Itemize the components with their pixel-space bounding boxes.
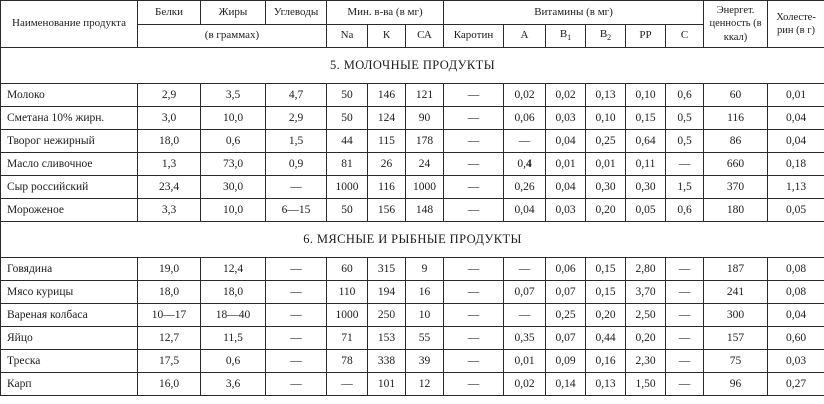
table-header [1,1,824,48]
value-cell: 17,5 [138,350,201,373]
value-cell: 370 [704,176,768,199]
value-cell: 110 [327,281,368,304]
value-cell: 0,04 [546,130,586,153]
col-header-vitamins-group: Витамины (в мг) [444,1,704,25]
value-cell: 241 [704,281,768,304]
col-header-na: Na [327,25,368,48]
value-cell: 0,25 [546,304,586,327]
product-name-cell: Сметана 10% жирн. [1,107,138,130]
table-row [1,281,824,304]
value-cell: 0,64 [626,130,666,153]
value-cell: 0,5 [666,130,704,153]
value-cell: 10—17 [138,304,201,327]
value-cell: — [444,350,504,373]
value-cell: — [444,199,504,222]
value-cell: 0,13 [586,373,626,396]
value-cell: 3,6 [201,373,266,396]
col-header-carotene: Каротин [444,25,504,48]
value-cell: 101 [368,373,406,396]
value-cell: 10 [406,304,444,327]
section-title: 5. МОЛОЧНЫЕ ПРОДУКТЫ [1,48,824,84]
value-cell: 0,35 [504,327,546,350]
value-cell: 1,5 [666,176,704,199]
value-cell: 1,3 [138,153,201,176]
table-row [1,327,824,350]
product-name-cell: Масло сливочное [1,153,138,176]
value-cell: — [266,176,327,199]
value-cell: 0,05 [626,199,666,222]
value-cell: 0,20 [626,327,666,350]
value-cell: 0,30 [626,176,666,199]
value-cell: 180 [704,199,768,222]
value-cell: 0,07 [546,327,586,350]
value-cell: 96 [704,373,768,396]
value-cell: 2,30 [626,350,666,373]
value-cell: 0,02 [546,84,586,107]
col-header-cholesterol: Холесте-рин (в г) [768,1,824,48]
value-cell: 24 [406,153,444,176]
value-cell: 18—40 [201,304,266,327]
value-cell: 0,15 [626,107,666,130]
value-cell: 338 [368,350,406,373]
value-cell: 55 [406,327,444,350]
value-cell: 26 [368,153,406,176]
product-name-cell: Мороженое [1,199,138,222]
value-cell: 23,4 [138,176,201,199]
value-cell: 0,03 [768,350,824,373]
value-cell: 71 [327,327,368,350]
value-cell: 3,3 [138,199,201,222]
value-cell: 10,0 [201,107,266,130]
value-cell: 2,9 [138,84,201,107]
value-cell: 0,6 [201,350,266,373]
value-cell: 0,04 [768,107,824,130]
value-cell: 50 [327,107,368,130]
product-name-cell: Мясо курицы [1,281,138,304]
value-cell: 1,5 [266,130,327,153]
value-cell: 0,30 [586,176,626,199]
product-name-cell: Яйцо [1,327,138,350]
value-cell: 0,07 [504,281,546,304]
value-cell: 148 [406,199,444,222]
col-header-protein: Белки [138,1,201,25]
table-row [1,84,824,107]
value-cell: 0,5 [666,107,704,130]
value-cell: 86 [704,130,768,153]
value-cell: 116 [704,107,768,130]
value-cell: — [266,304,327,327]
value-cell: 0,08 [768,258,824,281]
value-cell: 1000 [406,176,444,199]
section-row [1,222,824,258]
value-cell: — [327,373,368,396]
col-header-vitamin-a: А [504,25,546,48]
value-cell: 0,01 [768,84,824,107]
value-cell: 0,04 [768,130,824,153]
value-cell: 115 [368,130,406,153]
value-cell: 157 [704,327,768,350]
value-cell: 0,10 [586,107,626,130]
value-cell: 0,06 [546,258,586,281]
value-cell: — [444,84,504,107]
value-cell: 178 [406,130,444,153]
col-header-product: Наименование продукта [1,1,138,48]
value-cell: 60 [327,258,368,281]
product-name-cell: Говядина [1,258,138,281]
col-header-vitamin-b2: $В_2$ [586,25,626,48]
value-cell: 0,60 [768,327,824,350]
value-cell: 0,9 [266,153,327,176]
value-cell: 3,0 [138,107,201,130]
value-cell: 60 [704,84,768,107]
table-row [1,153,824,176]
value-cell: 0,01 [546,153,586,176]
value-cell: 4,7 [266,84,327,107]
value-cell: 194 [368,281,406,304]
value-cell: 1,50 [626,373,666,396]
value-cell: 0,05 [768,199,824,222]
value-cell: 0,04 [504,199,546,222]
value-cell: 0,04 [546,176,586,199]
value-cell: 0,14 [546,373,586,396]
table-row [1,130,824,153]
value-cell: 12,7 [138,327,201,350]
value-cell: — [666,281,704,304]
table-row [1,304,824,327]
value-cell: 250 [368,304,406,327]
value-cell: 44 [327,130,368,153]
value-cell: 0,16 [586,350,626,373]
value-cell: — [444,327,504,350]
value-cell: 16,0 [138,373,201,396]
col-header-vitamin-b1: $В_1$ [546,25,586,48]
col-header-fat: Жиры [201,1,266,25]
value-cell: — [444,304,504,327]
value-cell: — [504,130,546,153]
table-row [1,199,824,222]
value-cell: 0,03 [546,107,586,130]
value-cell: 0,18 [768,153,824,176]
value-cell: 0,04 [768,304,824,327]
section-row [1,48,824,84]
col-header-minerals-group: Мин. в-ва (в мг) [327,1,444,25]
value-cell: 116 [368,176,406,199]
col-header-vitamin-c: С [666,25,704,48]
product-name-cell: Творог нежирный [1,130,138,153]
product-name-cell: Треска [1,350,138,373]
table-row [1,373,824,396]
col-header-ca: СА [406,25,444,48]
value-cell: 0,20 [586,304,626,327]
value-cell: 0,11 [626,153,666,176]
value-cell: 9 [406,258,444,281]
value-cell: 75 [704,350,768,373]
value-cell: — [266,350,327,373]
value-cell: 0,01 [586,153,626,176]
value-cell: 121 [406,84,444,107]
product-name-cell: Молоко [1,84,138,107]
value-cell: 73,0 [201,153,266,176]
value-cell: 2,80 [626,258,666,281]
table-row [1,176,824,199]
value-cell: 0,44 [586,327,626,350]
value-cell: 0,01 [504,350,546,373]
section-title: 6. МЯСНЫЕ И РЫБНЫЕ ПРОДУКТЫ [1,222,824,258]
value-cell: — [444,281,504,304]
value-cell: 12 [406,373,444,396]
product-name-cell: Карп [1,373,138,396]
value-cell: — [266,373,327,396]
value-cell: — [266,327,327,350]
value-cell: 0,08 [768,281,824,304]
value-cell: 3,5 [201,84,266,107]
value-cell: 156 [368,199,406,222]
value-cell: 0,07 [546,281,586,304]
value-cell: — [666,327,704,350]
value-cell: 0,02 [504,84,546,107]
value-cell: 660 [704,153,768,176]
col-header-carbs: Углеводы [266,1,327,25]
value-cell: — [666,153,704,176]
value-cell: 18,0 [138,130,201,153]
value-cell: 3,70 [626,281,666,304]
col-header-k: К [368,25,406,48]
value-cell: 187 [704,258,768,281]
value-cell: — [504,304,546,327]
value-cell: — [666,258,704,281]
value-cell: — [444,373,504,396]
value-cell: 10,0 [201,199,266,222]
value-cell: 1,13 [768,176,824,199]
value-cell: 0,4 [504,153,546,176]
value-cell: 0,03 [546,199,586,222]
table-row [1,350,824,373]
value-cell: 0,09 [546,350,586,373]
value-cell: 18,0 [138,281,201,304]
value-cell: 0,15 [586,281,626,304]
value-cell: 39 [406,350,444,373]
value-cell: 30,0 [201,176,266,199]
value-cell: 0,06 [504,107,546,130]
col-header-energy: Энергет. ценность (в ккал) [704,1,768,48]
value-cell: — [444,176,504,199]
value-cell: 16 [406,281,444,304]
value-cell: 90 [406,107,444,130]
value-cell: 81 [327,153,368,176]
value-cell: 11,5 [201,327,266,350]
table-body [1,48,824,396]
value-cell: 124 [368,107,406,130]
value-cell: 6—15 [266,199,327,222]
value-cell: 300 [704,304,768,327]
value-cell: — [666,304,704,327]
product-name-cell: Вареная колбаса [1,304,138,327]
value-cell: 2,50 [626,304,666,327]
value-cell: 0,26 [504,176,546,199]
value-cell: 0,6 [666,199,704,222]
value-cell: 19,0 [138,258,201,281]
value-cell: — [504,258,546,281]
col-header-vitamin-pp: РР [626,25,666,48]
value-cell: 0,15 [586,258,626,281]
value-cell: 0,20 [586,199,626,222]
value-cell: 0,02 [504,373,546,396]
value-cell: 1000 [327,176,368,199]
value-cell: — [266,258,327,281]
table-row [1,107,824,130]
value-cell: — [444,153,504,176]
table-row [1,258,824,281]
col-header-grams-note: (в граммах) [138,25,327,48]
value-cell: — [666,373,704,396]
value-cell: 12,4 [201,258,266,281]
value-cell: 0,6 [201,130,266,153]
value-cell: 153 [368,327,406,350]
value-cell: 50 [327,199,368,222]
header-row-1 [1,1,824,25]
value-cell: — [444,258,504,281]
value-cell: 146 [368,84,406,107]
value-cell: 50 [327,84,368,107]
value-cell: — [444,107,504,130]
value-cell: 2,9 [266,107,327,130]
value-cell: 78 [327,350,368,373]
value-cell: 0,27 [768,373,824,396]
value-cell: — [666,350,704,373]
value-cell: — [266,281,327,304]
value-cell: 0,10 [626,84,666,107]
value-cell: 315 [368,258,406,281]
product-name-cell: Сыр российский [1,176,138,199]
value-cell: 0,13 [586,84,626,107]
value-cell: 0,25 [586,130,626,153]
value-cell: 0,6 [666,84,704,107]
value-cell: 1000 [327,304,368,327]
value-cell: — [444,130,504,153]
value-cell: 18,0 [201,281,266,304]
